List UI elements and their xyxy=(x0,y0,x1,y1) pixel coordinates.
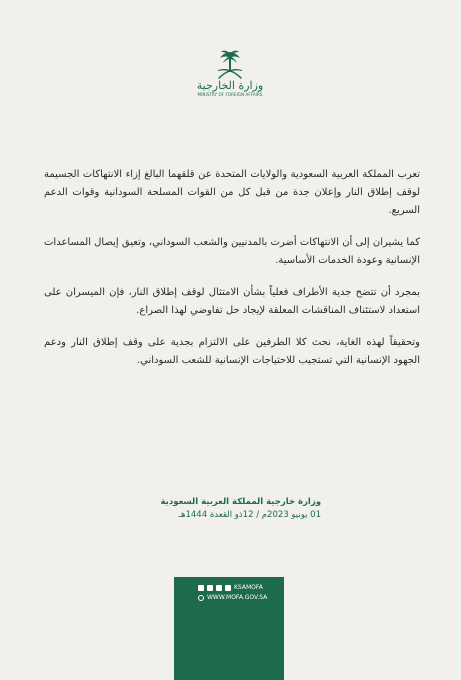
instagram-icon[interactable] xyxy=(216,585,222,591)
statement-paragraph: تعرب المملكة العربية السعودية والولايات المتحدة عن قلقهما البالغ إزاء الانتهاكات الجسيمة لوقف إطلاق النار وإعلان جدة من قبل كل من القوات المسلحة السودانية وقوات الدعم السريع. xyxy=(44,169,420,216)
website-row xyxy=(198,594,267,601)
snapchat-icon[interactable] xyxy=(207,585,213,591)
youtube-icon[interactable] xyxy=(198,585,204,591)
signature-organization: وزارة خارجية المملكة العربية السعودية xyxy=(160,497,321,507)
signature-block xyxy=(161,496,321,522)
globe-icon xyxy=(198,595,204,601)
website-link[interactable]: WWW.MOFA.GOV.SA xyxy=(207,594,268,601)
statement-paragraph: كما يشيران إلى أن الانتهاكات أضرت بالمدنيين والشعب السوداني، وتعيق إيصال المساعدات الإنسانية وعودة الخدمات الأساسية. xyxy=(44,237,420,266)
statement-paragraph: وتحقيقاً لهذه الغاية، نحث كلا الطرفين على الالتزام بجدية على وقف إطلاق النار ودعم الجهود الإنسانية التي تستجيب للاحتياجات الإنسانية للشعب السوداني. xyxy=(44,337,420,366)
statement-paragraph: بمجرد أن تتضح جدية الأطراف فعلياً بشأن الامتثال لوقف إطلاق النار، فإن الميسران على استعداد لاستئناف المناقشات المعلقة لإيجاد حل تفاوضي لهذا الصراع. xyxy=(44,287,420,316)
social-row xyxy=(198,584,263,591)
statement-body xyxy=(44,166,420,384)
social-handle: KSAMOFA xyxy=(234,584,263,591)
twitter-icon[interactable] xyxy=(225,585,231,591)
ministry-logo xyxy=(190,48,270,118)
ministry-name-arabic: وزارة الخارجية xyxy=(196,79,264,92)
signature-date: 01 يونيو 2023م / 12ذو القعدة 1444هـ xyxy=(178,510,321,520)
footer-banner xyxy=(174,577,284,680)
palm-swords-emblem-icon xyxy=(213,48,247,82)
ministry-name-english: MINISTRY OF FOREIGN AFFAIRS xyxy=(197,92,263,97)
